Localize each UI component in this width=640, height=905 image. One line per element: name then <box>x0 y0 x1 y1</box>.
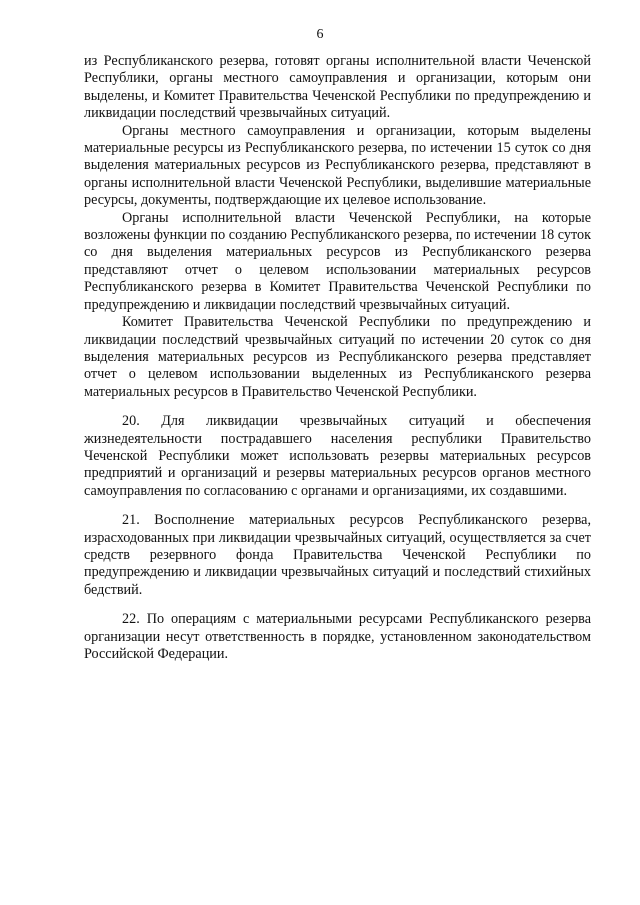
document-body <box>84 53 591 663</box>
paragraph-local-authorities-report: Органы местного самоуправления и организации, которым выделены материальные ресурсы из Республиканского резерва, по истечении 15 суток со дня выделения материальных ресурсов из Республиканского резерва, представляют в органы исполнительной власти Чеченской Республики, выделившие материальные ресурсы, документы, подтверждающие их целевое использование. <box>84 122 591 209</box>
paragraph-item-22: 22. По операциям с материальными ресурсами Республиканского резерва организации несут ответственность в порядке, установленном законодательством Российской Федерации. <box>84 611 591 662</box>
paragraph-item-21: 21. Восполнение материальных ресурсов Республиканского резерва, израсходованных при ликвидации чрезвычайных ситуаций, осуществляется за счет средств резервного фонда Правительства Чеченской Республики по предупреждению и ликвидации чрезвычайных ситуаций и последствий стихийных бедствий. <box>84 512 591 598</box>
paragraph-continuation: из Республиканского резерва, готовят органы исполнительной власти Чеченской Республики, органы местного самоуправления и организации, которым они выделены, и Комитет Правительства Чеченской Республики по предупреждению и ликвидации последствий чрезвычайных ситуаций. <box>84 53 591 122</box>
page-number: 6 <box>316 27 324 42</box>
paragraph-item-20: 20. Для ликвидации чрезвычайных ситуаций и обеспечения жизнедеятельности пострадавшего населения республики Правительство Чеченской Республики может использовать резервы материальных ресурсов предприятий и организаций и резервы материальных ресурсов органов местного самоуправления по согласованию с органами и организациями, их создавшими. <box>84 413 591 499</box>
paragraph-executive-bodies-report: Органы исполнительной власти Чеченской Республики, на которые возложены функции по созданию Республиканского резерва, по истечении 18 суток со дня выделения материальных ресурсов из Республиканского резерва представляют отчет о целевом использовании материальных ресурсов Республиканского резерва в Комитет Правительства Чеченской Республики по предупреждению и ликвидации последствий чрезвычайных ситуаций. <box>84 209 591 313</box>
paragraph-committee-report: Комитет Правительства Чеченской Республики по предупреждению и ликвидации последствий чрезвычайных ситуаций по истечении 20 суток со дня выделения материальных ресурсов из Республиканского резерва представляет отчет о целевом использовании выделенных из Республиканского резерва материальных ресурсов в Правительство Чеченской Республики. <box>84 314 591 400</box>
